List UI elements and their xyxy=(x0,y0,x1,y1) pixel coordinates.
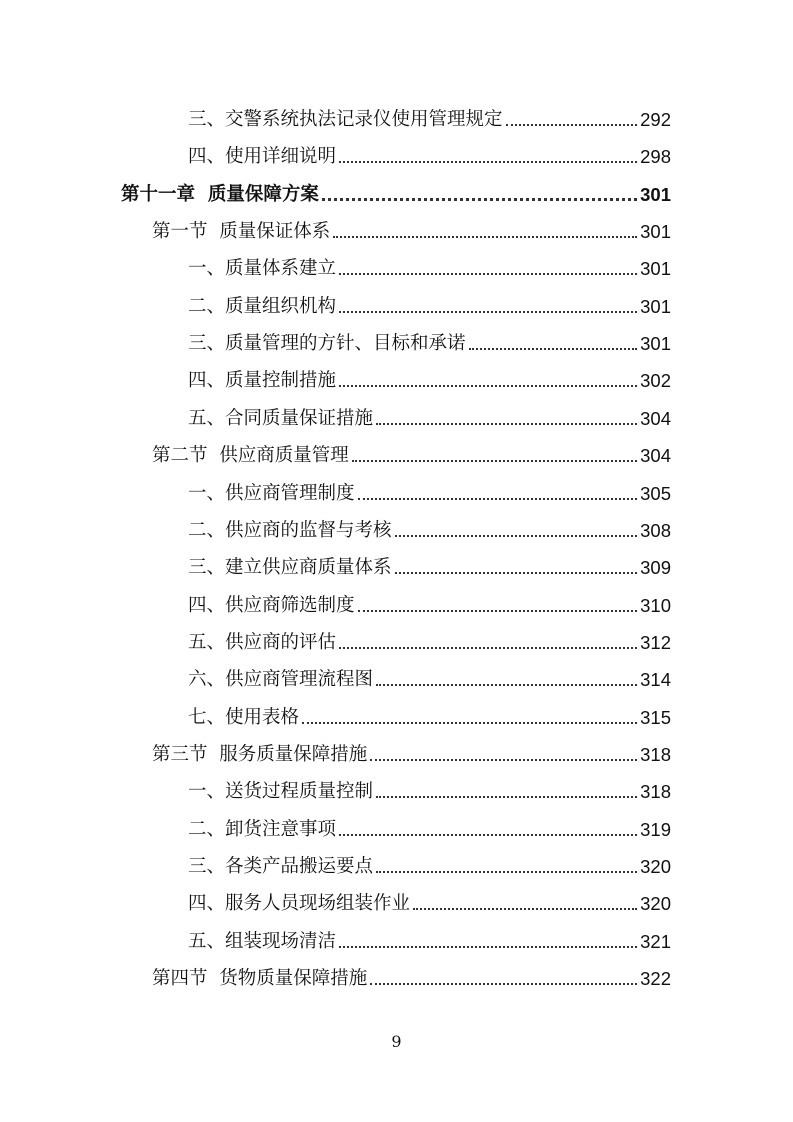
toc-page-number: 322 xyxy=(640,968,671,990)
toc-item[interactable] xyxy=(188,923,671,953)
toc-title: 第十一章 质量保障方案 xyxy=(121,183,319,205)
toc-title: 四、供应商筛选制度 xyxy=(188,594,355,616)
toc-item[interactable] xyxy=(188,138,671,168)
toc-chapter[interactable] xyxy=(121,176,671,206)
toc-title: 七、使用表格 xyxy=(188,706,300,728)
dot-leader xyxy=(339,946,637,948)
dot-leader xyxy=(352,460,637,462)
toc-page-number: 314 xyxy=(640,669,671,691)
dot-leader xyxy=(395,535,638,537)
toc-page-number: 298 xyxy=(640,146,671,168)
toc-title: 五、组装现场清洁 xyxy=(188,930,337,952)
dot-leader xyxy=(358,498,638,500)
toc-page-number: 318 xyxy=(640,743,671,765)
toc-item[interactable] xyxy=(188,587,671,617)
toc-item[interactable] xyxy=(188,699,671,729)
toc-item[interactable] xyxy=(188,475,671,505)
toc-page-number: 301 xyxy=(640,183,671,205)
toc-page-number: 301 xyxy=(640,221,671,243)
toc-title: 五、合同质量保证措施 xyxy=(188,407,374,429)
dot-leader xyxy=(376,684,637,686)
toc-page-number: 310 xyxy=(640,594,671,616)
dot-leader xyxy=(339,161,637,163)
toc-title: 五、供应商的评估 xyxy=(188,631,337,653)
toc-page-number: 301 xyxy=(640,333,671,355)
toc-title: 四、质量控制措施 xyxy=(188,370,337,392)
dot-leader xyxy=(302,722,637,724)
toc-page-number: 301 xyxy=(640,295,671,317)
dot-leader xyxy=(413,908,637,910)
dot-leader xyxy=(339,647,637,649)
toc-page-number: 321 xyxy=(640,930,671,952)
toc-page-number: 304 xyxy=(640,407,671,429)
page-number: 9 xyxy=(391,1032,402,1051)
toc-page-number: 315 xyxy=(640,706,671,728)
toc-section[interactable] xyxy=(152,736,671,766)
toc-title: 三、建立供应商质量体系 xyxy=(188,557,392,579)
toc-page-number: 292 xyxy=(640,109,671,130)
dot-leader xyxy=(376,796,637,798)
toc-page-number: 319 xyxy=(640,818,671,840)
toc-item[interactable] xyxy=(188,325,671,355)
toc-title: 第四节 货物质量保障措施 xyxy=(152,968,368,990)
toc-item[interactable] xyxy=(188,250,671,280)
toc-item[interactable] xyxy=(188,362,671,392)
dot-leader xyxy=(376,871,637,873)
toc-page-number: 304 xyxy=(640,445,671,467)
toc-title: 一、供应商管理制度 xyxy=(188,482,355,504)
dot-leader xyxy=(358,610,638,612)
toc-item[interactable] xyxy=(188,101,671,131)
toc-page-number: 301 xyxy=(640,258,671,280)
toc-title: 三、各类产品搬运要点 xyxy=(188,856,374,877)
toc-item[interactable] xyxy=(188,773,671,803)
dot-leader xyxy=(376,423,637,425)
toc-item[interactable] xyxy=(188,811,671,841)
toc-item[interactable] xyxy=(188,661,671,691)
toc-page-number: 320 xyxy=(640,856,671,877)
toc-title: 六、供应商管理流程图 xyxy=(188,669,374,691)
dot-leader xyxy=(469,348,638,350)
toc-page-number: 318 xyxy=(640,781,671,803)
toc-title: 一、质量体系建立 xyxy=(188,258,337,280)
dot-leader xyxy=(506,124,638,126)
toc-title: 第一节 质量保证体系 xyxy=(152,221,331,243)
dot-leader xyxy=(370,983,637,985)
toc-section[interactable] xyxy=(152,213,671,243)
dot-leader xyxy=(370,759,637,761)
toc-page-number: 312 xyxy=(640,631,671,653)
toc-title: 一、送货过程质量控制 xyxy=(188,781,374,803)
toc-page-number: 308 xyxy=(640,519,671,541)
dot-leader xyxy=(322,198,637,201)
dot-leader xyxy=(333,236,637,238)
toc-item[interactable] xyxy=(188,400,671,430)
toc-title: 三、质量管理的方针、目标和承诺 xyxy=(188,333,466,355)
toc-page-number: 305 xyxy=(640,482,671,504)
toc-title: 四、服务人员现场组装作业 xyxy=(188,893,411,915)
toc-item[interactable] xyxy=(188,624,671,654)
toc-item[interactable] xyxy=(188,288,671,318)
toc-item[interactable] xyxy=(188,512,671,542)
toc-title: 二、质量组织机构 xyxy=(188,295,337,317)
dot-leader xyxy=(339,311,637,313)
toc-section[interactable] xyxy=(152,437,671,467)
toc-title: 二、供应商的监督与考核 xyxy=(188,519,392,541)
toc-title: 第二节 供应商质量管理 xyxy=(152,445,349,467)
toc-section[interactable] xyxy=(152,960,671,990)
toc-title: 四、使用详细说明 xyxy=(188,146,337,168)
toc-title: 三、交警系统执法记录仪使用管理规定 xyxy=(188,109,503,130)
dot-leader xyxy=(339,834,637,836)
toc-page-number: 320 xyxy=(640,893,671,915)
toc-page-number: 309 xyxy=(640,557,671,579)
toc-page-number: 302 xyxy=(640,370,671,392)
toc-title: 二、卸货注意事项 xyxy=(188,818,337,840)
toc-item[interactable] xyxy=(188,848,671,878)
dot-leader xyxy=(339,273,637,275)
dot-leader xyxy=(339,385,637,387)
toc-item[interactable] xyxy=(188,885,671,915)
dot-leader xyxy=(395,572,638,574)
toc-title: 第三节 服务质量保障措施 xyxy=(152,743,368,765)
toc-item[interactable] xyxy=(188,549,671,579)
